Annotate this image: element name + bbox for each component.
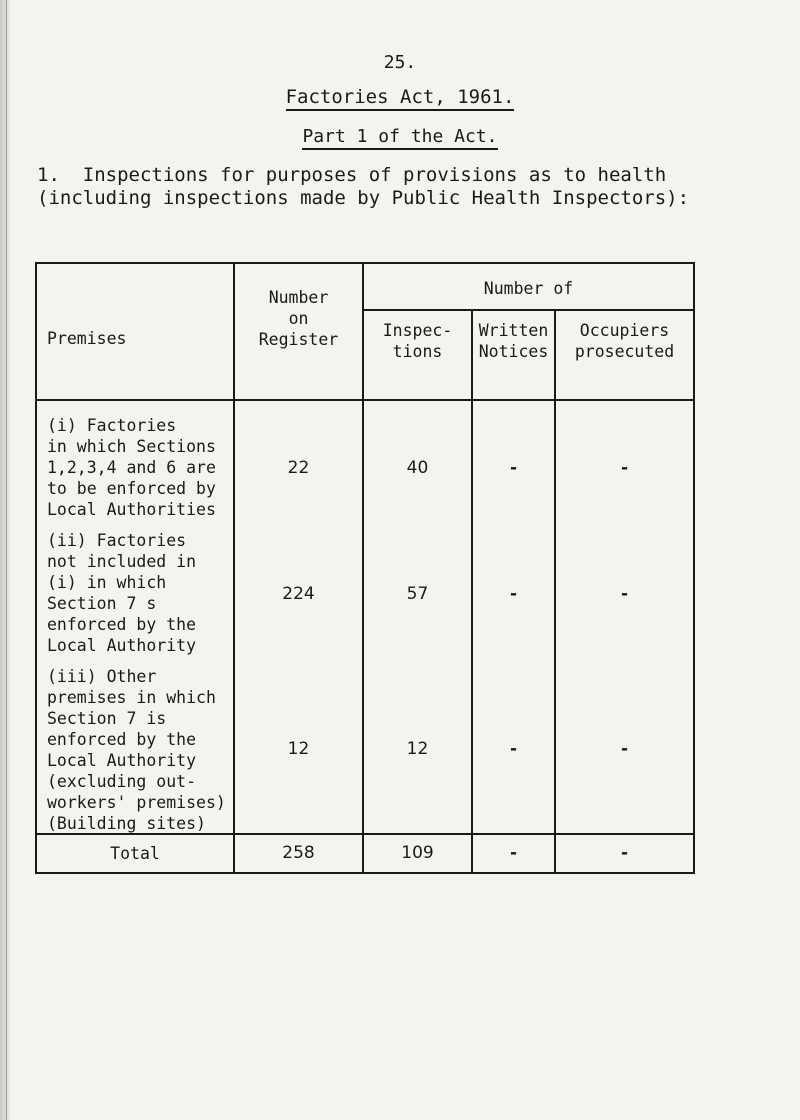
row-3-notices: - [509,739,518,759]
page-number: 25. [383,52,417,73]
row-2-premises-line: Section 7 s [47,594,157,613]
header-premises: Premises [47,329,127,348]
table-right-border [693,262,695,874]
row-1-register: 22 [287,458,310,478]
row-1-premises-line: (i) Factories [47,416,177,435]
header-register-line-3: Register [258,330,339,349]
inspections-table [37,262,695,874]
total-notices: - [509,843,518,863]
row-2-inspections: 57 [406,584,429,604]
row-1-premises-line: in which Sections [47,437,216,456]
row-1-premises-line: Local Authorities [47,500,216,519]
header-notices [473,320,554,362]
intro-line-2: (including inspections made by Public Health Inspectors): [37,187,690,209]
row-3-premises-line: (Building sites) [47,814,206,833]
header-prosecuted-line-2: prosecuted [574,342,675,361]
table-left-border [35,262,37,874]
page-edge-line [6,0,7,1120]
row-2-notices: - [509,584,518,604]
header-prosecuted [556,320,693,362]
table-top-border [37,262,695,264]
row-3-premises-line: enforced by the [47,730,197,749]
header-number-of: Number of [483,279,574,298]
table-bottom-border [37,872,695,874]
row-3-premises-line: premises in which [47,688,216,707]
row-3-premises-line: Local Authority [47,751,197,770]
part-title-text: Part 1 of the Act. [302,126,497,150]
row-1-inspections: 40 [406,458,429,478]
row-2-premises-line: (i) in which [47,573,167,592]
row-2-premises-line: not included in [47,552,197,571]
page-edge-shadow [0,0,10,1120]
row-2-premises [47,530,196,656]
act-title [0,86,800,108]
row-3-premises [47,666,226,834]
number-of-divider [362,309,695,311]
row-2-register: 224 [282,584,315,604]
intro-line-1: 1. Inspections for purposes of provisions as to health [37,164,667,186]
row-2-premises-line: Local Authority [47,636,197,655]
row-1-premises [47,415,216,520]
header-inspections [364,320,471,362]
total-inspections: 109 [401,843,434,863]
row-3-premises-line: Section 7 is [47,709,167,728]
act-title-text: Factories Act, 1961. [286,86,515,111]
total-prosecuted: - [620,843,629,863]
header-prosecuted-line-1: Occupiers [579,321,670,340]
row-1-premises-line: to be enforced by [47,479,216,498]
header-register-line-2: on [288,309,309,328]
header-notices-line-2: Notices [478,342,549,361]
part-title [0,126,800,147]
row-3-inspections: 12 [406,739,429,759]
header-inspections-line-1: Inspec- [382,321,453,340]
row-3-prosecuted: - [620,739,629,759]
section-intro [37,164,782,210]
header-register-line-1: Number [268,288,329,307]
row-3-premises-line: (excluding out- [47,772,197,791]
row-1-notices: - [509,458,518,478]
total-label: Total [110,844,160,863]
row-2-premises-line: (ii) Factories [47,531,187,550]
row-2-prosecuted: - [620,584,629,604]
header-register [235,287,362,350]
header-notices-line-1: Written [478,321,549,340]
row-3-premises-line: workers' premises) [47,793,226,812]
row-1-premises-line: 1,2,3,4 and 6 are [47,458,216,477]
header-bottom-border [37,399,695,401]
total-register: 258 [282,843,315,863]
row-3-premises-line: (iii) Other [47,667,157,686]
row-2-premises-line: enforced by the [47,615,197,634]
row-1-prosecuted: - [620,458,629,478]
row-3-register: 12 [287,739,310,759]
col-divider-register [233,262,235,874]
header-inspections-line-2: tions [392,342,443,361]
